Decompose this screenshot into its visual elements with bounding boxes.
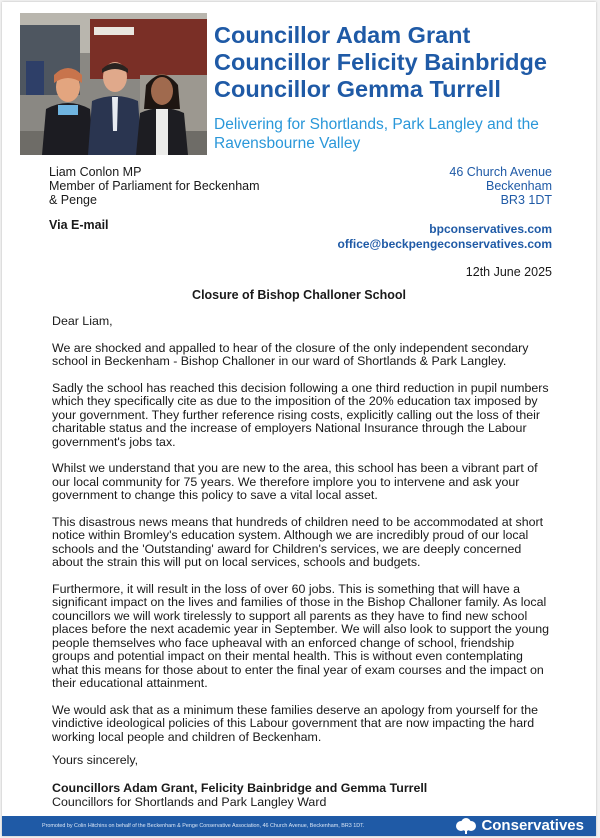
body-paragraph: We would ask that as a minimum these families deserve an apology from yourself for the vindictive ideological policies of this Labour government that are now impacting the hard working local people and children of Beckenham. — [52, 702, 538, 744]
recipient-name: Liam Conlon MP — [49, 165, 142, 179]
delivery-method: Via E-mail — [49, 218, 109, 232]
body-paragraph: Whilst we understand that you are new to the area, this school has been a vibrant part of our local community for 75 years. We therefore implore you to intervene and ask your government to change this policy to save a vital local asset. — [52, 461, 538, 502]
recipient-title-line2: & Penge — [49, 193, 97, 207]
body-paragraph: Furthermore, it will result in the loss of over 60 jobs. This is something that will have a significant impact on the lives and families of those in the Bishop Challoner family. As local councillors we will work tirelessly to support all parents as they have to find new school places before the next academic year in September. We will also look to support the young people themselves who face upheaval with an enforced change of school, friendship groups and potential impact on their mental health. This is without even contemplating what this means for those about to enter the final year of exam courses and the impact on their educational attainment. — [52, 581, 550, 690]
body-paragraph: We are shocked and appalled to hear of the closure of the only independent secondary school in Beckenham - Bishop Challoner in our ward of Shortlands & Park Langley. — [52, 340, 529, 368]
address-line: 46 Church Avenue — [449, 165, 552, 179]
councillor-name: Councillor Felicity Bainbridge — [214, 49, 547, 75]
tagline: Delivering for Shortlands, Park Langley and the Ravensbourne Valley — [214, 116, 539, 152]
letter-date: 12th June 2025 — [465, 265, 552, 279]
body-paragraph: Sadly the school has reached this decision following a one third reduction in pupil numbers which they specifically cite as due to the imposition of the 20% education tax imposed by your government. They further reference rising costs, explicitly calling out the loss of their charitable status and the increase of employers National Insurance through the Labour government's jobs tax. — [52, 380, 549, 449]
website-link[interactable]: bpconservatives.com — [429, 222, 552, 236]
letter-subject: Closure of Bishop Challoner School — [192, 288, 406, 302]
sender-address — [449, 165, 552, 207]
letter-body — [52, 315, 552, 757]
letter-page — [2, 2, 596, 836]
email-link[interactable]: office@beckpengeconservatives.com — [337, 237, 552, 251]
recipient-block — [49, 165, 260, 207]
councillor-name: Councillor Gemma Turrell — [214, 76, 501, 102]
councillor-name: Councillor Adam Grant — [214, 22, 471, 48]
contact-block — [338, 222, 552, 252]
address-line: BR3 1DT — [500, 193, 552, 207]
oak-tree-icon — [454, 818, 478, 834]
address-line: Beckenham — [485, 179, 552, 193]
conservatives-logo — [454, 816, 584, 836]
signature-names: Councillors Adam Grant, Felicity Bainbridge and Gemma Turrell — [52, 781, 428, 795]
signature-role: Councillors for Shortlands and Park Langley Ward — [52, 795, 327, 809]
body-paragraph: This disastrous news means that hundreds of children need to be accommodated at short notice within Bromley's education system. Although we are incredibly proud of our local schools and the 'Outstanding' award for Children's services, we are deeply concerned about the strain this will put on local services, schools and budgets. — [52, 514, 544, 569]
closing: Yours sincerely, — [52, 753, 139, 767]
councillor-names-heading — [214, 22, 547, 103]
imprint-text: Promoted by Colin Hitchins on behalf of the Beckenham & Penge Conservative Association, 46 Church Avenue, Beckenham, BR3 1DT. — [42, 823, 365, 829]
footer-bar — [2, 816, 596, 836]
recipient-title-line1: Member of Parliament for Beckenham — [49, 179, 260, 193]
salutation: Dear Liam, — [52, 314, 113, 328]
councillors-photo — [20, 13, 207, 155]
brand-name: Conservatives — [481, 817, 584, 834]
